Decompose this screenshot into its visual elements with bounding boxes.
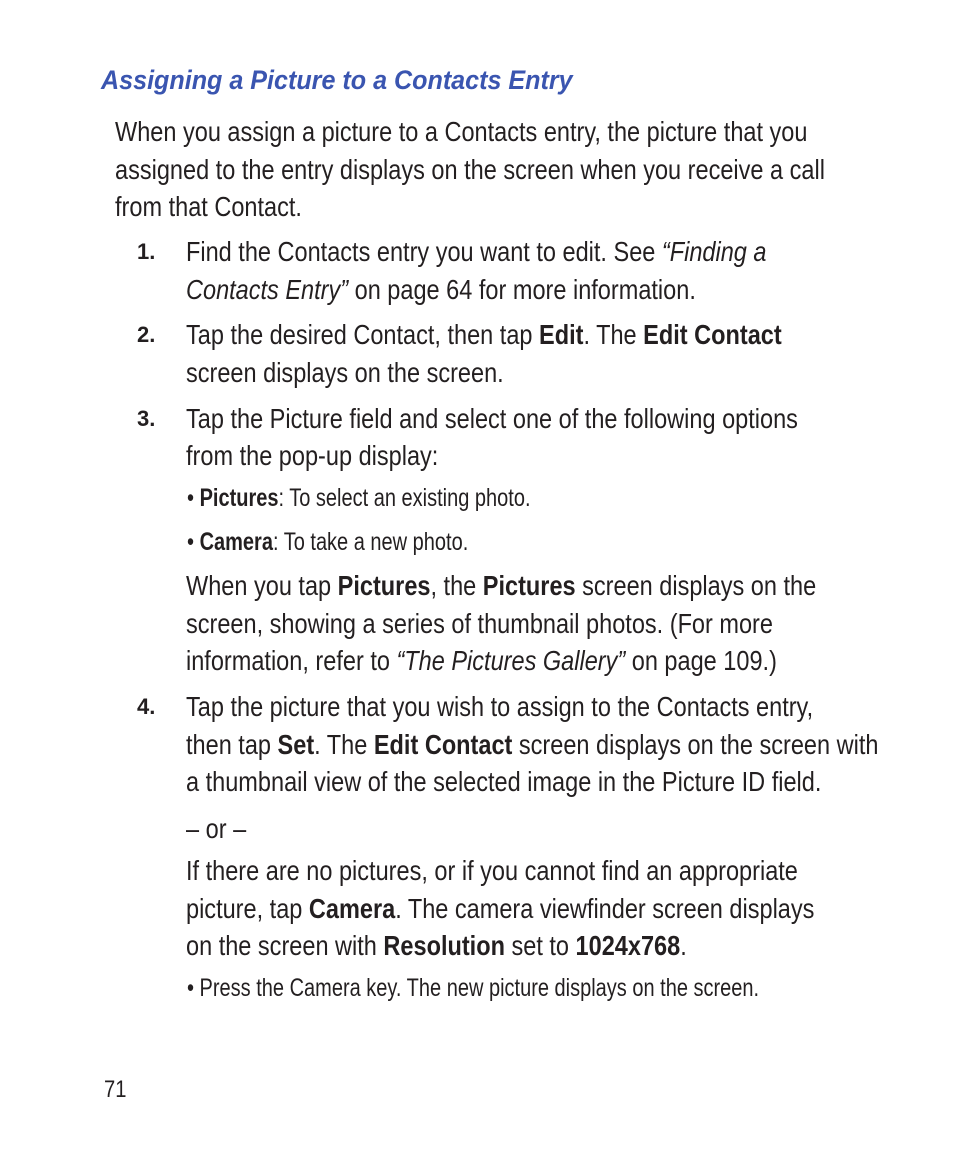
- step-line: [186, 728, 878, 762]
- step-line: [186, 318, 782, 352]
- step-line: [186, 854, 798, 888]
- intro-line: [115, 115, 807, 149]
- step-line: [186, 644, 777, 678]
- text-run: •: [187, 484, 200, 512]
- text-run: information, refer to: [186, 645, 397, 676]
- bullet-line: [187, 525, 468, 559]
- text-run: – or –: [186, 813, 247, 844]
- step-line: [186, 607, 773, 641]
- text-run: • Press the Camera key. The new picture displays on the screen.: [187, 974, 760, 1002]
- step-number: 2.: [137, 322, 156, 347]
- text-run: screen displays on the: [575, 570, 817, 601]
- section-heading: Assigning a Picture to a Contacts Entry: [101, 65, 573, 95]
- text-run: Find the Contacts entry you want to edit. See: [186, 236, 662, 267]
- bold-term: Pictures: [337, 570, 431, 601]
- step-line: [186, 569, 816, 603]
- text-run: set to: [504, 930, 576, 961]
- cross-reference: “The Pictures Gallery”: [396, 645, 626, 676]
- text-run: : To take a new photo.: [272, 528, 469, 556]
- text-run: Tap the Picture field and select one of the following options: [186, 403, 798, 434]
- text-run: then tap: [186, 729, 278, 760]
- intro-line: [115, 190, 302, 224]
- text-run: on page 109.): [625, 645, 777, 676]
- text-run: picture, tap: [186, 893, 309, 924]
- text-run: If there are no pictures, or if you cannot find an appropriate: [186, 855, 798, 886]
- step-line: [186, 235, 766, 269]
- text-run: screen displays on the screen.: [186, 357, 504, 388]
- bold-term: Edit Contact: [373, 729, 513, 760]
- text-run: . The: [314, 729, 374, 760]
- bullet-line: [187, 971, 759, 1005]
- bold-term: 1024x768: [575, 930, 681, 961]
- page-number: 71: [104, 1076, 127, 1103]
- bullet-line: [187, 481, 531, 515]
- step-line: [186, 439, 438, 473]
- text-run: When you assign a picture to a Contacts entry, the picture that you: [115, 116, 808, 147]
- bold-term: Resolution: [383, 930, 505, 961]
- step-line: [186, 402, 798, 436]
- text-run: When you tap: [186, 570, 338, 601]
- text-run: Tap the desired Contact, then tap: [186, 319, 540, 350]
- text-run: from the pop-up display:: [186, 440, 439, 471]
- step-line: [186, 812, 246, 846]
- cross-reference: Contacts Entry”: [186, 274, 349, 305]
- bold-term: Camera: [308, 893, 396, 924]
- text-run: .: [680, 930, 687, 961]
- text-run: : To select an existing photo.: [278, 484, 531, 512]
- step-line: [186, 929, 687, 963]
- text-run: screen, showing a series of thumbnail photos. (For more: [186, 608, 773, 639]
- text-run: screen displays on the screen with: [512, 729, 879, 760]
- step-number: 3.: [137, 406, 156, 431]
- bold-term: Pictures: [199, 484, 279, 512]
- text-run: . The camera viewfinder screen displays: [395, 893, 815, 924]
- step-number: 1.: [137, 239, 156, 264]
- text-run: on the screen with: [186, 930, 384, 961]
- bold-term: Edit Contact: [643, 319, 782, 350]
- bold-term: Edit: [539, 319, 584, 350]
- step-line: [186, 273, 696, 307]
- bold-term: Set: [277, 729, 315, 760]
- cross-reference: “Finding a: [661, 236, 767, 267]
- text-run: . The: [583, 319, 644, 350]
- text-run: on page 64 for more information.: [348, 274, 696, 305]
- step-line: [186, 356, 504, 390]
- text-run: assigned to the entry displays on the screen when you receive a call: [115, 154, 825, 185]
- intro-line: [115, 153, 825, 187]
- text-run: from that Contact.: [115, 191, 302, 222]
- bold-term: Pictures: [482, 570, 576, 601]
- bold-term: Camera: [199, 528, 273, 556]
- step-number: 4.: [137, 694, 156, 719]
- text-run: , the: [430, 570, 483, 601]
- step-line: [186, 690, 813, 724]
- text-run: Tap the picture that you wish to assign to the Contacts entry,: [186, 691, 814, 722]
- text-run: a thumbnail view of the selected image in the Picture ID field.: [186, 766, 822, 797]
- step-line: [186, 765, 821, 799]
- step-line: [186, 892, 814, 926]
- text-run: •: [187, 528, 200, 556]
